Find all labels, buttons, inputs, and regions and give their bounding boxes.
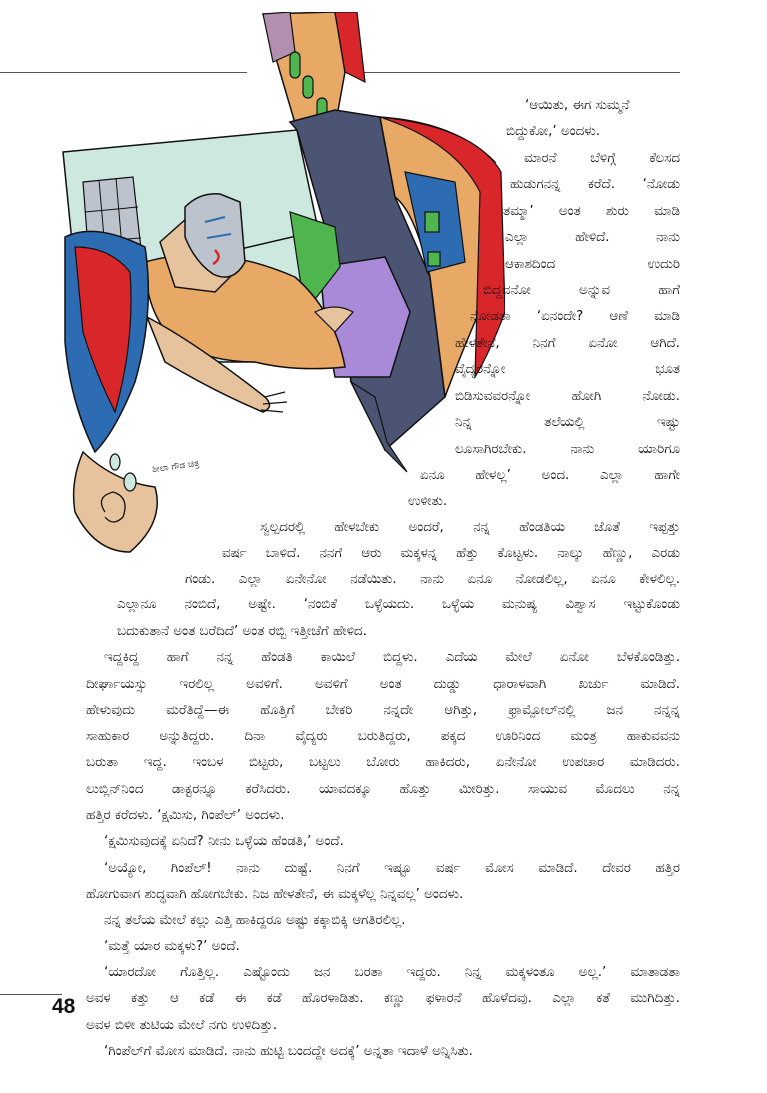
text-line: ಸ್ವಲ್ಪದರಲ್ಲಿ ಹೇಳಬೇಕು ಅಂದರೆ, ನನ್ನ ಹೆಂಡತಿಯ ಜೊತೆ ಇಪ್ಪತ್ತು	[260, 520, 680, 535]
text-line: ‘ಯಾರದೋ ಗೊತ್ತಿಲ್ಲ. ಎಷ್ಟೊಂದು ಜನ ಬರತಾ ಇದ್ದರು. ನಿನ್ನ ಮಕ್ಕಳಂತೂ ಅಲ್ಲ.’ ಮಾತಾಡತಾ	[104, 965, 680, 980]
text-line: ಹತ್ತಿರ ಕರೆದಳು. ‘ಕ್ಷಮಿಸು, ಗಿಂಪೆಲ್’ ಅಂದಳು.	[86, 808, 285, 823]
text-line: ‘ಗಿಂಪೆಲ್‌ಗೆ ಮೋಸ ಮಾಡಿದೆ. ನಾನು ಹುಟ್ಟಿ ಬಂದದ್ದೇ ಅದಕ್ಕೆ’ ಅನ್ನತಾ ಇದಾಳೆ ಅನ್ನಿಸಿತು.	[104, 1044, 473, 1059]
text-line: ಮಾರನೆ ಬೆಳಿಗ್ಗೆ ಕೆಲಸದ	[524, 151, 680, 166]
text-line: ಲೂಸಾಗಿರಬೇಕು. ನಾನು ಯಾರಿಗೂ	[455, 442, 680, 457]
illustration-signature: ಶೀಲಾ ಗೌಡ ಚಿತ್ರ	[151, 458, 200, 476]
text-line: ‘ಕ್ಷಮಿಸುವುದಕ್ಕೆ ಏನಿದೆ? ನೀನು ಒಳ್ಳೆಯ ಹೆಂಡತಿ,’ ಅಂದೆ.	[104, 834, 344, 849]
text-line: ಹೇಳುವುದು ಮರೆತಿದ್ದೆ—ಈ ಹೊತ್ತಿಗೆ ಬೇಕರಿ ನನ್ನದೇ ಆಗಿತ್ತು, ಫ್ರಾಮ್ಪೋಲ್‌ನಲ್ಲಿ ಜನ ನನ್ನನ್ನ	[86, 703, 680, 718]
text-line: ಬಿದ್ದುಕೋ,’ ಅಂದಳು.	[506, 124, 601, 139]
text-line: ಬಿದ್ದವನೋ ಅನ್ನುವ ಹಾಗೆ	[483, 283, 680, 298]
text-line: ಇದ್ದಕಿದ್ದ ಹಾಗೆ ನನ್ನ ಹೆಂಡತಿ ಕಾಯಿಲೆ ಬಿದ್ದಳು. ಎದೆಯ ಮೇಲೆ ಏನೋ ಬೆಳಕೊಂಡಿತ್ತು.	[104, 650, 680, 665]
text-line: ಎಲ್ಲಾ ಹೇಳಿದೆ. ನಾನು	[505, 230, 680, 245]
text-line: ವರ್ಷ ಬಾಳಿದೆ. ನನಗೆ ಆರು ಮಕ್ಕಳನ್ನ ಹೆತ್ತು ಕೊಟ್ಟಳು. ನಾಲ್ಕು ಹೆಣ್ಣು, ಎರಡು	[222, 546, 680, 561]
text-line: ಎಲ್ಲಾನೂ ನಂಬಿದೆ, ಅಷ್ಟೇ. ‘ನಂಬಿಕೆ ಒಳ್ಳೆಯದು. ಒಳ್ಳೆಯ ಮನುಷ್ಯ ವಿಶ್ವಾಸ ಇಟ್ಟುಕೊಂಡು	[117, 597, 680, 612]
text-line: ಬಿಡಿಸುವವರನ್ನೋ ಹೋಗಿ ನೋಡು.	[455, 389, 680, 404]
text-line: ಏನೂ ಹೇಳಲ್ಲ’ ಅಂದ. ಎಲ್ಲಾ ಹಾಗೇ	[420, 468, 680, 483]
text-line: ಹೇಳತೇನೆ, ನಿನಗೆ ಏನೋ ಆಗಿದೆ.	[455, 336, 680, 351]
text-line: ‘ಮತ್ತೆ ಯಾರ ಮಕ್ಕಳು?’ ಅಂದೆ.	[104, 939, 240, 954]
page-number: 48	[52, 995, 76, 1018]
text-line: ಅವಳ ಕತ್ತು ಆ ಕಡೆ ಈ ಕಡೆ ಹೊರಳಾಡಿತು. ಕಣ್ಣು ಫಳಾರನೆ ಹೊಳೆದವು. ಎಲ್ಲಾ ಕತೆ ಮುಗಿದಿತ್ತು.	[86, 991, 680, 1006]
text-line: ‘ಅಯ್ಯೋ, ಗಿಂಪೆಲ್! ನಾನು ದುಷ್ಟೆ. ನಿನಗೆ ಇಷ್ಟೂ ವರ್ಷ ಮೋಸ ಮಾಡಿದೆ. ದೇವರ ಹತ್ತಿರ	[104, 861, 680, 876]
text-line: ವೈದ್ಯರನ್ನೋ ಭೂತ	[455, 362, 680, 377]
text-line: ಗಂಡು. ಎಲ್ಲಾ ಏನೇನೋ ನಡೆಯಿತು. ನಾನು ಏನೂ ನೋಡಲಿಲ್ಲ, ಏನೂ ಕೇಳಲಿಲ್ಲ.	[185, 572, 680, 587]
text-line: ‘ಆಯಿತು, ಈಗ ಸುಮ್ಮನೆ	[525, 98, 630, 113]
text-line: ನನ್ನ ತಲೆಯ ಮೇಲೆ ಕಲ್ಲು ಎತ್ತಿ ಹಾಕಿದ್ದರೂ ಅಷ್ಟು ಕಕ್ಕಾಬಿಕ್ಕಿ ಆಗತಿರಲಿಲ್ಲ.	[104, 913, 406, 928]
text-line: ಆಕಾಶದಿಂದ ಉದುರಿ	[505, 257, 680, 272]
text-line: ಬರುತಾ ಇದ್ದ. ಇಂಬಳ ಬಿಟ್ಟರು, ಬಟ್ಟಲು ಬೋರು ಹಾಕಿದರು, ಏನೇನೋ ಉಪಚಾರ ಮಾಡಿದರು.	[86, 755, 680, 770]
text-line: ಉಳೀತು.	[408, 494, 448, 509]
text-line: ಬದುಕುತಾನೆ ಅಂತ ಬರೆದಿದೆ’ ಅಂತ ರಬ್ಬಿ ಇತ್ತೀಚೆಗೆ ಹೇಳಿದ.	[117, 624, 367, 639]
text-line: ಸಾಹುಕಾರ ಅನ್ನುತಿದ್ದರು. ದಿನಾ ವೈದ್ಯರು ಬರುತಿದ್ದರು, ಪಕ್ಕದ ಊರಿನಿಂದ ಮಂತ್ರ ಹಾಕುವವನು	[86, 729, 680, 744]
text-line: ಹುಡುಗನನ್ನ ಕರೆದೆ. ‘ನೋಡು	[510, 177, 680, 192]
text-line: ಲುಬ್ಲಿನ್‌ನಿಂದ ಡಾಕ್ಟರನ್ನೂ ಕರೆಸಿದರು. ಯಾವದಕ್ಕೂ ಹೊತ್ತು ಮೀರಿತ್ತು. ಸಾಯುವ ಮೊದಲು ನನ್ನ	[86, 782, 680, 797]
text-line: ನಿನ್ನ ತಲೆಯಲ್ಲಿ ಇಷ್ಟು	[455, 415, 680, 430]
text-line: ದೀರ್ಘಾಯಸ್ಸು ಇರಲಿಲ್ಲ ಅವಳಿಗೆ. ಅವಳಿಗೆ ಅಂತ ದುಡ್ಡು ಧಾರಾಳವಾಗಿ ಖರ್ಚು ಮಾಡಿದೆ.	[86, 677, 680, 692]
text-line: ನೋಡತಾ ‘ಏನಂದೇ? ಆಣೆ ಮಾಡಿ	[470, 309, 680, 324]
text-line: ತಮ್ಮಾ’ ಅಂತ ಶುರು ಮಾಡಿ	[503, 204, 680, 219]
text-line: ಹೋಗುವಾಗ ಶುದ್ಧವಾಗಿ ಹೋಗಬೇಕು. ನಿಜ ಹೇಳತೇನೆ, ಈ ಮಕ್ಕಳೆಲ್ಲ ನಿನ್ನವಲ್ಲ’ ಅಂದಳು.	[86, 887, 464, 902]
text-line: ಅವಳ ಬಿಳೀ ತುಟಿಯ ಮೇಲೆ ನಗು ಉಳಿದಿತ್ತು.	[86, 1018, 277, 1033]
